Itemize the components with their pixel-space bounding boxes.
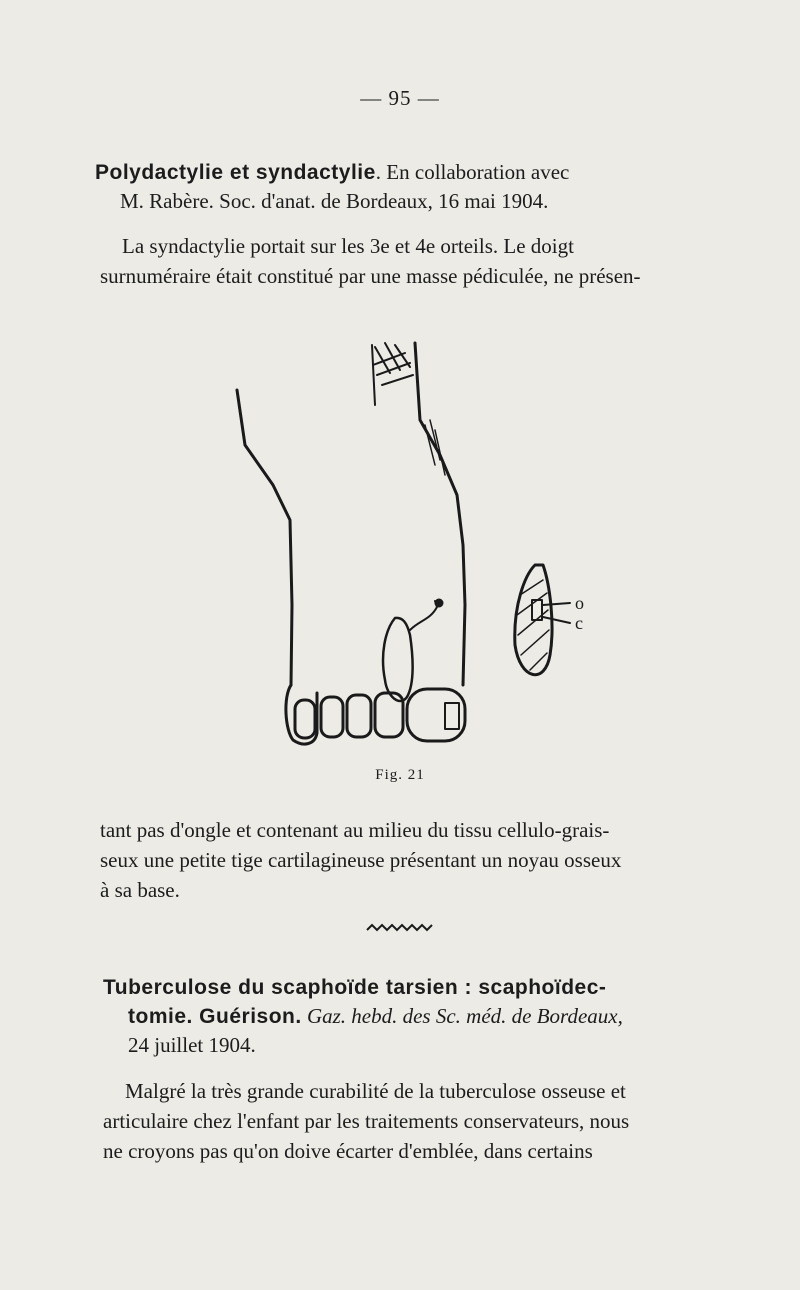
entry2-para-line1: Malgré la très grande curabilité de la tuberculose osseuse et [125,1079,626,1103]
entry2-paragraph [103,1076,708,1166]
figure-label-a: o [575,593,584,613]
entry1-title: Polydactylie et syndactylie [95,161,376,184]
entry1-citation: M. Rabère. Soc. d'anat. de Bordeaux, 16 mai 1904. [120,189,549,213]
figure-caption: Fig. 21 [375,767,425,783]
entry2-title-line2-bold: tomie. Guérison. [128,1005,302,1028]
entry1-para1-line1: La syndactylie portait sur les 3e et 4e orteils. Le doigt [122,234,574,258]
entry2-para-line3: ne croyons pas qu'on doive écarter d'emblée, dans certains [103,1139,593,1163]
entry1-title-suffix: . En collaboration avec [375,160,570,184]
entry1-paragraph1 [100,231,705,291]
entry1-heading [95,158,705,216]
entry2-journal: Gaz. hebd. des Sc. méd. de Bordeaux, [306,1004,623,1028]
entry2-title-line2 [103,1002,708,1031]
entry1-para2-line1: tant pas d'ongle et contenant au milieu du tissu cellulo-grais- [100,818,610,842]
page-number: — 95 — [360,86,440,110]
entry2-heading [103,973,708,1060]
foot-figure [225,335,605,755]
section-divider [365,922,435,934]
entry1-para2-line3: à sa base. [100,878,180,902]
entry2-title-line1: Tuberculose du scaphoïde tarsien : scaphoïdec- [103,976,607,999]
entry1-paragraph2 [100,815,705,905]
supernumerary-mass [383,618,413,701]
hatch-marks [373,343,413,385]
leg-right-outline [415,343,465,685]
entry2-date: 24 juillet 1904. [128,1033,256,1057]
entry1-para1-line2: surnuméraire était constitué par une masse pédiculée, ne présen- [100,264,641,288]
entry2-para-line2: articulaire chez l'enfant par les traitements conservateurs, nous [103,1109,630,1133]
entry1-para2-line2: seux une petite tige cartilagineuse présentant un noyau osseux [100,848,622,872]
figure-label-b: c [575,613,583,633]
leg-left-outline [237,390,292,685]
